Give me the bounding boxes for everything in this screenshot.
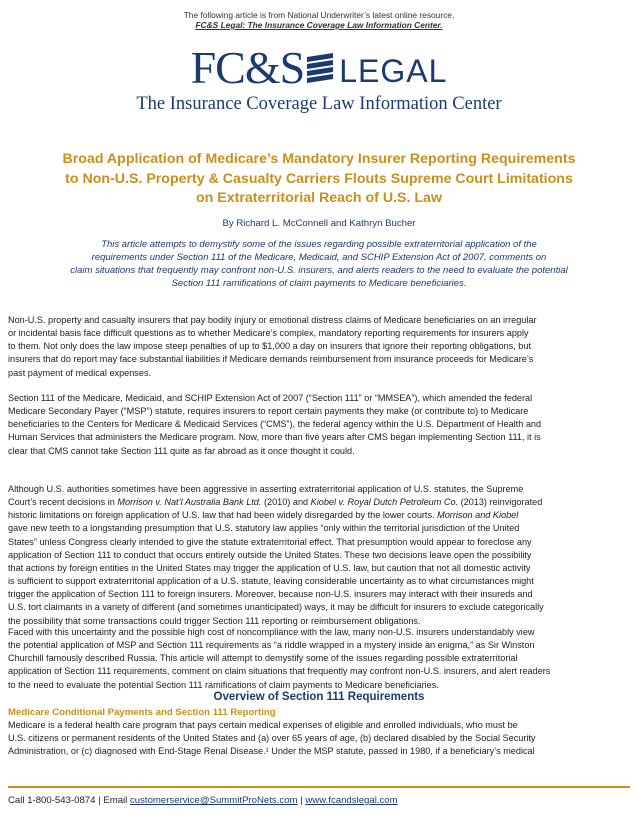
logo-stripes-icon — [307, 53, 333, 83]
case-citation: Morrison v. Nat’l Australia Bank Ltd. — [117, 497, 262, 508]
text-run: Court’s recent decisions in — [8, 497, 118, 508]
text-line: Although U.S. authorities sometimes have been aggressive in asserting extraterritorial application of U.S. statutes, the Supreme — [8, 484, 524, 494]
title-line: Broad Application of Medicare’s Mandatory Insurer Reporting Requirements — [62, 151, 576, 167]
byline: By Richard L. McConnell and Kathryn Bucher — [222, 218, 416, 229]
text-line: Medicare is a federal health care program that pays certain medical expenses of eligible and enrolled individuals, who must be — [8, 720, 518, 730]
text-line: the potential application of MSP and Section 111 requirements as “a riddle wrapped in a mystery inside an enigma,” as Sir Winston — [8, 640, 535, 651]
footer-website-link[interactable]: www.fcandslegal.com — [305, 795, 398, 806]
text-line: application of Section 111 to conduct that occurs entirely outside the United States. These two decisions leave open the possibility — [8, 549, 532, 560]
logo-legal: LEGAL — [339, 53, 448, 89]
text-line — [8, 496, 632, 509]
footer-separator: | — [98, 795, 101, 806]
text-line: is sufficient to support extraterritorial application of a U.S. statute, leaving considerable uncertainty as to what circumstances might — [8, 576, 534, 587]
case-citation: Kiobel v. Royal Dutch Petroleum Co. — [310, 497, 459, 508]
text-line: Faced with this uncertainty and the possible high cost of noncompliance with the law, many non-U.S. insurers understandably view — [8, 627, 535, 637]
footer-email-link[interactable]: customerservice@SummitProNets.com — [129, 795, 298, 806]
abstract-line: This article attempts to demystify some of the issues regarding possible extraterritorial application of the — [101, 239, 537, 250]
case-citation: Morrison and Kiobel — [437, 510, 519, 521]
text-line — [8, 509, 632, 522]
paragraph-2 — [8, 392, 632, 458]
text-line: clear that CMS cannot take Section 111 quite as far abroad as it once thought it could. — [8, 445, 355, 456]
text-line: to the need to evaluate the potential Section 111 ramifications of claim payments to Medicare beneficiaries. — [8, 679, 439, 690]
text-line: Administration, or (c) diagnosed with End-Stage Renal Disease.¹ Under the MSP statute, passed in 1980, if a beneficiary’s medical — [8, 746, 535, 757]
text-line: Non-U.S. property and casualty insurers that pay bodily injury or emotional distress claims of Medicare beneficiaries on an irregular — [8, 315, 537, 325]
paragraph-3 — [8, 483, 632, 628]
text-line: past payment of medical expenses. — [8, 367, 152, 378]
subheading: Medicare Conditional Payments and Section 111 Reporting — [8, 707, 276, 718]
footer-phone: Call 1-800-543-0874 — [8, 795, 96, 806]
source-note-line2-link[interactable]: FC&S Legal: The Insurance Coverage Law Information Center. — [195, 20, 443, 30]
fcs-legal-logo — [0, 42, 638, 93]
text-line: States” unless Congress clearly intended to give the statute extraterritorial effect. That presumption would appear to foreclose any — [8, 536, 532, 547]
abstract-line: claim situations that frequently may confront non-U.S. insurers, and alerts readers to the need to evaluate the potential — [70, 265, 568, 276]
abstract-line: requirements under Section 111 of the Medicare, Medicaid, and SCHIP Extension Act of 2007, comments on — [91, 252, 547, 263]
text-run: (2010) and — [261, 497, 311, 508]
text-line: Human Services that administers the Medicare program. Now, more than five years after CMS began implementing Section 111, it is — [8, 432, 541, 443]
logo-tagline: The Insurance Coverage Law Information Center — [136, 94, 502, 114]
title-line: to Non-U.S. Property & Casualty Carriers Flouts Supreme Court Limitations — [65, 170, 573, 187]
article-title — [40, 150, 598, 209]
abstract — [30, 238, 608, 290]
title-line: on Extraterritorial Reach of U.S. Law — [196, 190, 442, 206]
text-line: Churchill famously described Russia. This article will attempt to demystify some of the issues regarding possible extraterritorial — [8, 653, 518, 664]
footer-contact — [8, 795, 398, 807]
footer-email-label: Email — [103, 795, 128, 806]
text-line: trigger the application of Section 111 to foreign insurers. Moreover, because non-U.S. insurers may interact with their insureds and — [8, 589, 533, 600]
footer-separator: | — [300, 795, 303, 806]
paragraph-1 — [8, 314, 632, 380]
paragraph-4 — [8, 626, 632, 692]
section-heading: Overview of Section 111 Requirements — [213, 691, 425, 703]
text-line: to them. Not only does the law impose steep penalties of up to $1,000 a day on insurers that ignore their reporting obligations, but — [8, 341, 531, 352]
footer-divider — [8, 786, 630, 788]
source-note-line1: The following article is from National Underwriter’s latest online resource, — [183, 10, 455, 20]
text-line: the possibility that some transactions could trigger Section 111 reporting or reimbursement obligations. — [8, 615, 421, 626]
text-line: or incidental basis face difficult questions as to whether Medicare’s complex, mandatory reporting requirements for insurers apply — [8, 328, 529, 339]
text-line: Section 111 of the Medicare, Medicaid, and SCHIP Extension Act of 2007 (“Section 111” or “MMSEA”), which amended the federal — [8, 393, 533, 403]
text-line: gave new teeth to a longstanding presumption that U.S. statutory law applies “only within the territorial jurisdiction of the United — [8, 523, 520, 534]
text-run: historic limitations on foreign application of U.S. law that had been widely disregarded by the lower courts. — [8, 510, 438, 521]
abstract-line: Section 111 ramifications of claim payments to Medicare beneficiaries. — [171, 278, 467, 289]
text-line: Medicare Secondary Payer (“MSP”) statute, requires insurers to report certain payments they make (or contribute to) to Medicare — [8, 406, 529, 417]
text-line: beneficiaries to the Centers for Medicare & Medicaid Services (“CMS”), the federal agency within the U.S. Department of Health and — [8, 419, 542, 430]
text-line: insurers that do report may face substantial liabilities if Medicare demands reimbursement from insurance proceeds for Medicare’s — [8, 354, 534, 365]
text-line: U.S. tort claimants in a variety of different (and sometimes unanticipated) ways, it may be difficult for insurers to exclude categorically — [8, 602, 544, 613]
paragraph-5 — [8, 719, 632, 758]
text-line: U.S. citizens or permanent residents of the United States and (a) over 65 years of age, (b) declared disabled by the Social Security — [8, 733, 536, 744]
logo-brand: FC&S — [190, 42, 305, 93]
text-run: (2013) reinvigorated — [458, 497, 543, 508]
text-line: application of Section 111 requirements, comment on claim situations that frequently may confront non-U.S. insurers, and alert readers — [8, 666, 551, 677]
text-line: that actions by foreign entities in the United States may trigger the application of U.S. law, but caution that not all domestic activity — [8, 562, 531, 573]
